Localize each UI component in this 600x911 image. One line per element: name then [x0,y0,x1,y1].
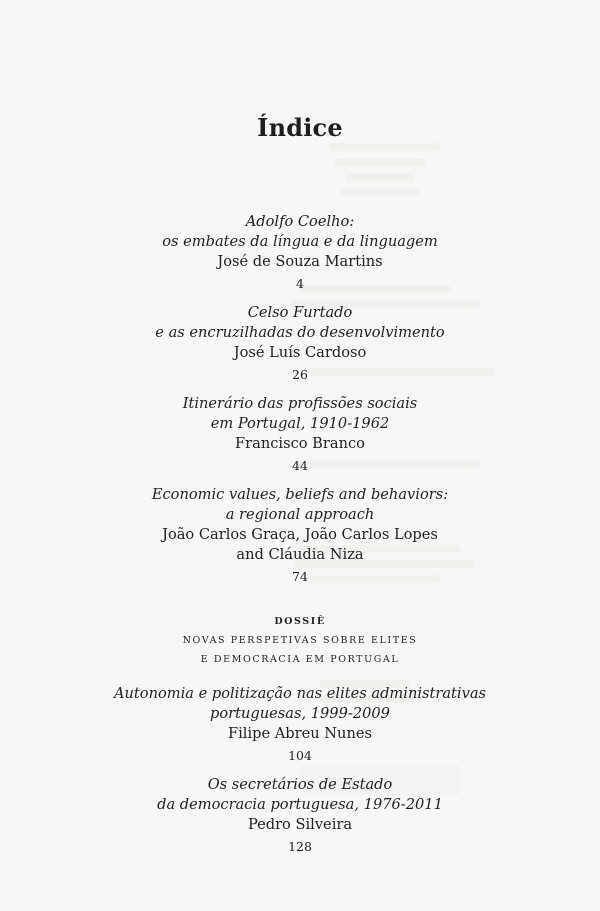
dossie-subtitle-line: NOVAS PERSPETIVAS SOBRE ELITES [182,635,418,646]
dossie-subtitle-line: E DEMOCRACIA EM PORTUGAL [200,654,400,665]
entry-author: José de Souza Martins [217,253,383,270]
entry-page-number: 44 [292,458,308,473]
toc-entry[interactable] [0,303,600,385]
entry-title-line: Economic values, beliefs and behaviors: [151,486,449,503]
entry-author: Filipe Abreu Nunes [228,725,372,742]
toc-entry[interactable] [0,212,600,294]
toc-entry[interactable] [0,684,600,766]
entry-author: Francisco Branco [235,435,365,452]
entry-author: José Luís Cardoso [233,344,367,361]
entry-page-number: 74 [292,569,308,584]
entry-title-line: Adolfo Coelho: [245,213,355,230]
entry-title-line: Os secretários de Estado [207,776,393,793]
entry-title-line: em Portugal, 1910-1962 [210,415,390,432]
entry-page-number: 104 [288,748,312,763]
entry-page-number: 4 [296,276,304,291]
entry-page-number: 26 [292,367,308,382]
entry-title-line: os embates da língua e da linguagem [162,233,438,250]
dossie-heading [0,612,600,669]
toc-entry[interactable] [0,394,600,476]
entry-author: João Carlos Graça, João Carlos Lopes [162,526,438,543]
entry-title-line: a regional approach [225,506,375,523]
entry-title-line: da democracia portuguesa, 1976-2011 [157,796,443,813]
entry-page-number: 128 [288,839,312,854]
page-title: Índice [257,113,343,142]
entry-title-line: Itinerário das profissões sociais [182,395,418,412]
entry-title-line: Autonomia e politização nas elites administrativas [113,685,487,702]
entry-author: Pedro Silveira [247,816,353,833]
toc-entry[interactable] [0,775,600,857]
toc-entry[interactable] [0,485,600,587]
entry-title-line: portuguesas, 1999-2009 [210,705,390,722]
dossie-label: DOSSIÊ [274,616,326,627]
entry-title-line: Celso Furtado [247,304,353,321]
entry-author: and Cláudia Niza [236,546,364,563]
entry-title-line: e as encruzilhadas do desenvolvimento [155,324,445,341]
